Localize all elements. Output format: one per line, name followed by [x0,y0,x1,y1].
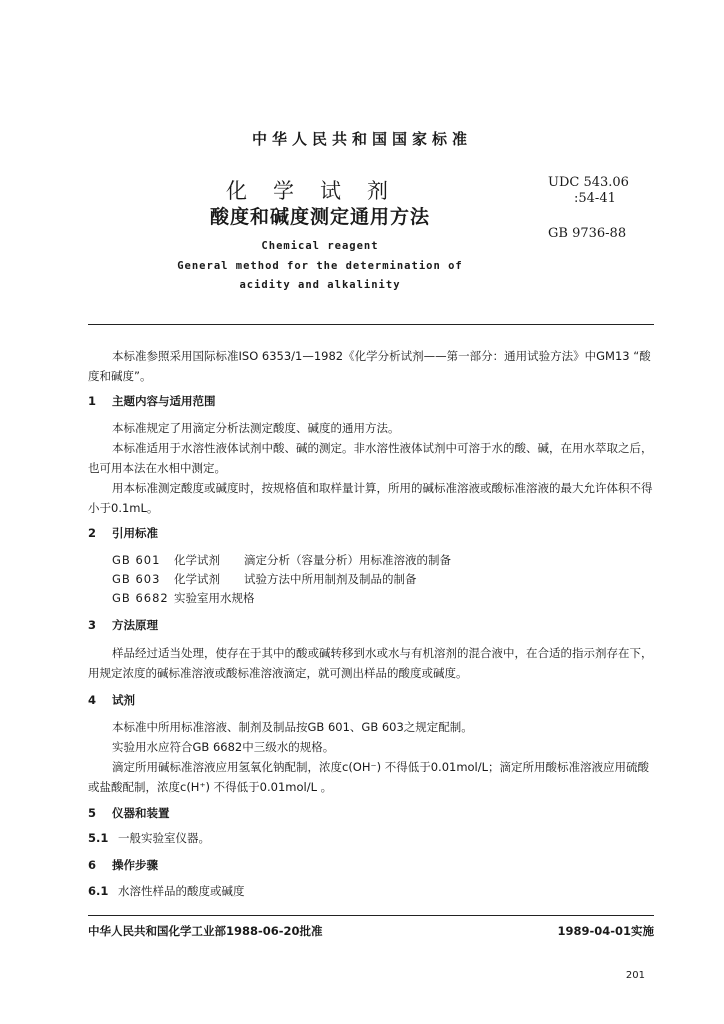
footer-rule [88,915,654,916]
subsection-6-1: 6.1 水溶性样品的酸度或碱度 [88,884,245,898]
intro-paragraph: 本标准参照采用国际标准ISO 6353/1—1982《化学分析试剂——第一部分：通用试验方法》中GM13 “酸度和碱度”。 [88,349,651,383]
section-heading-5: 5 仪器和装置 [88,806,170,820]
subsection-5-1: 5.1 一般实验室仪器。 [88,831,210,845]
section1-paragraph: 本标准适用于水溶性液体试剂中酸、碱的测定。非水溶性液体试剂中可溶于水的酸、碱，在用水萃取之后，也可用本法在水相中测定。 [88,441,653,475]
reference-item: GB 601 化学试剂 滴定分析（容量分析）用标准溶液的制备 [112,553,451,567]
section3-paragraph: 样品经过适当处理，使存在于其中的酸或碱转移到水或水与有机溶剂的混合液中，在合适的指示剂存在下，用规定浓度的碱标准溶液或酸标准溶液滴定，就可测出样品的酸度或碱度。 [88,646,653,680]
section4-paragraph: 实验用水应符合GB 6682中三级水的规格。 [112,740,335,754]
national-standard-heading: 中华人民共和国国家标准 [251,130,472,148]
udc-code-suffix: :54-41 [574,191,616,206]
section-heading-2: 2 引用标准 [88,526,158,540]
reference-item: GB 6682 实验室用水规格 [112,591,255,605]
page-number: 201 [625,970,645,981]
title-en-line2: General method for the determination of [177,260,463,272]
title-en-line1: Chemical reagent [261,240,379,252]
title-zh-line1: 化学试剂 [226,179,414,203]
section-heading-6: 6 操作步骤 [88,858,158,872]
section1-paragraph: 本标准规定了用滴定分析法测定酸度、碱度的通用方法。 [112,421,400,435]
udc-code: UDC 543.06 [548,175,629,190]
title-en-line3: acidity and alkalinity [239,279,401,291]
section-heading-1: 1 主题内容与适用范围 [88,394,216,408]
section1-paragraph: 用本标准测定酸度或碱度时，按规格值和取样量计算，所用的碱标准溶液或酸标准溶液的最大允许体积不得小于0.1mL。 [88,481,653,515]
section4-paragraph: 本标准中所用标准溶液、制剂及制品按GB 601、GB 603之规定配制。 [112,720,473,734]
section-heading-3: 3 方法原理 [88,618,158,632]
section-heading-4: 4 试剂 [88,693,135,707]
effective-date: 1989-04-01实施 [557,924,654,938]
section4-paragraph: 滴定所用碱标准溶液应用氢氧化钠配制，浓度c(OH⁻) 不得低于0.01mol/L；滴定所用酸标准溶液应用硫酸或盐酸配制，浓度c(H⁺) 不得低于0.01mol/L 。 [88,760,650,794]
header-rule [88,324,654,325]
gb-number: GB 9736-88 [548,226,627,241]
reference-item: GB 603 化学试剂 试验方法中所用制剂及制品的制备 [112,572,417,586]
approval-note: 中华人民共和国化学工业部1988-06-20批准 [88,924,323,938]
title-zh-line2: 酸度和碱度测定通用方法 [209,206,430,228]
